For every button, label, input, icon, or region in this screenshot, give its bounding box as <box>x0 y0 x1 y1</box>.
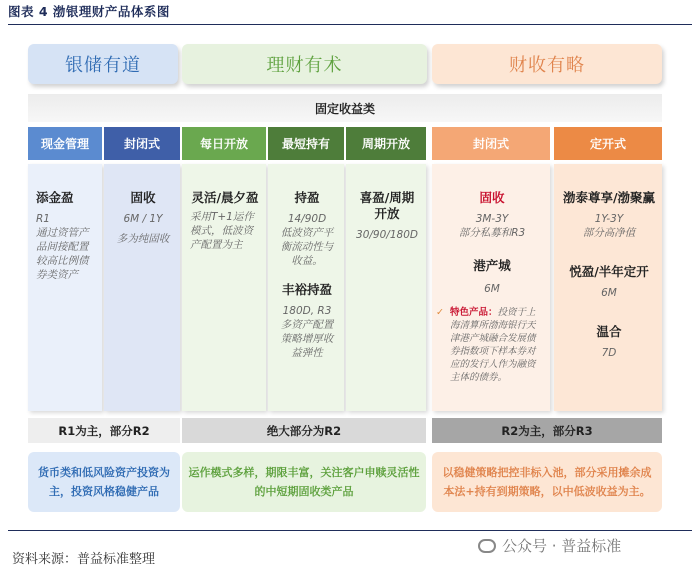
product-name: 悦盈/半年定开 <box>569 264 649 279</box>
featured-product <box>436 306 544 384</box>
product-name: 固收 <box>479 190 505 205</box>
product-desc: 多为纯固收 <box>116 233 170 245</box>
footer-note-green: 运作模式多样，期限丰富，关注客户申赎灵活性的中短期固收类产品 <box>182 452 426 512</box>
product-desc: 采用T+1运作模式，低波资产配置为主 <box>190 211 254 251</box>
col-header-daily: 每日开放 <box>182 127 266 160</box>
product-desc: 部分私募和R3 <box>458 227 526 239</box>
product-term: 30/90/180D <box>356 229 418 241</box>
product-name: 喜盈/周期开放 <box>359 190 415 221</box>
col-daily <box>182 164 266 411</box>
check-icon: ✓ <box>436 307 444 318</box>
product-term: 7D <box>601 347 617 359</box>
product-name: 港产城 <box>473 258 511 273</box>
col-header-closed: 封闭式 <box>104 127 180 160</box>
col-fixed-open <box>554 164 662 411</box>
product-term: 6M <box>484 283 500 295</box>
banner-blue: 银储有道 <box>28 44 178 84</box>
col-header-closed-orange: 封闭式 <box>432 127 550 160</box>
watermark <box>478 535 621 556</box>
product-term: 180D, R3 <box>282 305 332 317</box>
source-note: 资料来源：普益标准整理 <box>12 552 156 567</box>
product-term: 14/90D <box>287 213 327 225</box>
col-header-cash: 现金管理 <box>28 127 102 160</box>
product-name: 固收 <box>130 190 156 205</box>
product-name: 渤泰尊享/渤聚赢 <box>562 190 656 205</box>
product-term: 3M-3Y <box>475 213 509 225</box>
product-name: 丰裕持盈 <box>281 282 332 297</box>
title-rule <box>8 24 692 25</box>
product-term: 6M / 1Y <box>123 213 163 225</box>
product-name: 持盈 <box>294 190 320 205</box>
col-closed <box>104 164 180 411</box>
wechat-icon <box>478 539 496 553</box>
product-term: 6M <box>601 287 617 299</box>
product-desc: 低波资产平衡流动性与收益。 <box>280 227 334 267</box>
risk-label-blue: R1为主，部分R2 <box>28 418 180 443</box>
footer-note-orange: 以稳健策略把控非标入池，部分采用摊余成本法+持有到期策略，以中低波收益为主。 <box>432 452 662 512</box>
risk-label-green: 绝大部分为R2 <box>182 418 426 443</box>
product-desc: 多资产配置策略增厚收益弹性 <box>280 319 334 359</box>
col-header-cyclic: 周期开放 <box>346 127 426 160</box>
source-rule <box>8 530 692 531</box>
banner-orange: 财收有略 <box>432 44 662 84</box>
risk-label-orange: R2为主，部分R3 <box>432 418 662 443</box>
product-desc: 通过资管产品间接配置较高比例债券类资产 <box>36 227 89 281</box>
col-cyclic <box>346 164 426 411</box>
fixed-income-header: 固定收益类 <box>314 101 375 116</box>
watermark-text: 公众号 · 普益标准 <box>502 537 622 555</box>
product-desc: 部分高净值 <box>582 227 636 239</box>
col-header-min-hold: 最短持有 <box>268 127 344 160</box>
footer-note-blue: 货币类和低风险资产投资为主，投资风格稳健产品 <box>28 452 180 512</box>
featured-desc: 投资于上海清算所渤海银行天津港产城融合发展债券指数项下样本券对应的发行人作为融资主体的债券。 <box>450 307 536 383</box>
featured-label: 特色产品： <box>450 307 498 318</box>
banner-green: 理财有术 <box>182 44 427 84</box>
product-name: 灵活/晨夕盈 <box>191 190 259 205</box>
product-term: 1Y-3Y <box>594 213 624 225</box>
product-name: 添金盈 <box>36 190 74 205</box>
figure-title: 图表 4 渤银理财产品体系图 <box>8 4 170 19</box>
product-name: 温合 <box>596 324 622 339</box>
col-min-hold <box>268 164 344 411</box>
risk-level: R1 <box>36 213 50 225</box>
col-cash <box>28 164 102 411</box>
col-closed-orange <box>432 164 550 411</box>
col-header-fixed-open: 定开式 <box>554 127 662 160</box>
